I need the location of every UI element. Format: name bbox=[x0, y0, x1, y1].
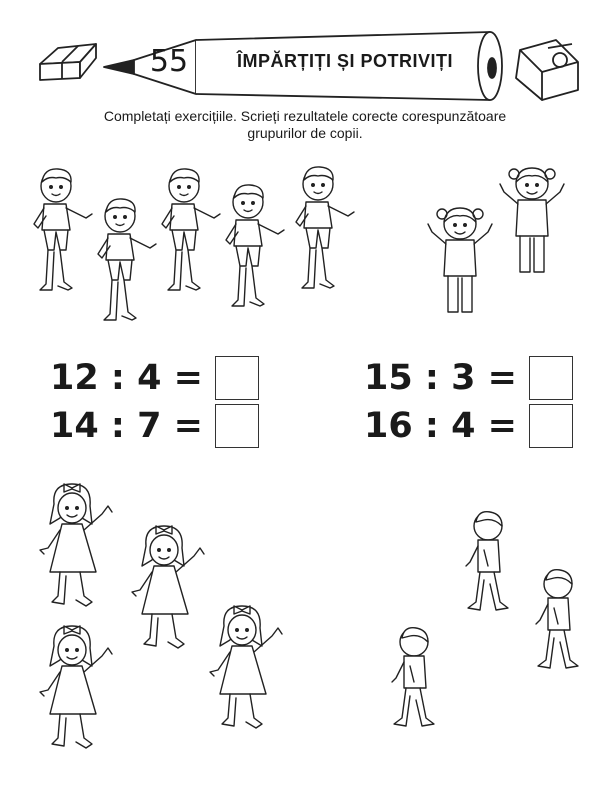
eraser-icon bbox=[40, 44, 96, 80]
instructions-line-2: grupurilor de copii. bbox=[247, 125, 363, 141]
answer-box-1[interactable] bbox=[215, 356, 259, 400]
exercise-row-1 bbox=[50, 356, 259, 400]
exercise-2-text: 14 : 7 = bbox=[50, 406, 203, 446]
group-bottom-left-girls bbox=[30, 474, 300, 764]
group-top-left-boys bbox=[28, 160, 378, 330]
page-number: 55 bbox=[149, 44, 189, 79]
exercise-1-text: 12 : 4 = bbox=[50, 358, 203, 398]
group-top-right-girls bbox=[422, 160, 572, 320]
group-bottom-right-boys bbox=[380, 506, 580, 756]
exercise-row-2 bbox=[50, 404, 259, 448]
exercise-4-text: 16 : 4 = bbox=[364, 406, 517, 446]
instructions bbox=[60, 108, 550, 142]
exercise-row-4 bbox=[364, 404, 573, 448]
instructions-line-1: Completați exercițiile. Scrieți rezultatele corecte corespunzătoare bbox=[103, 108, 507, 124]
answer-box-3[interactable] bbox=[529, 356, 573, 400]
page-title: ÎMPĂRȚIȚI ȘI POTRIVIȚI bbox=[236, 51, 453, 71]
exercise-3-text: 15 : 3 = bbox=[364, 358, 517, 398]
answer-box-4[interactable] bbox=[529, 404, 573, 448]
sharpener-icon bbox=[516, 40, 578, 100]
answer-box-2[interactable] bbox=[215, 404, 259, 448]
exercise-row-3 bbox=[364, 356, 573, 400]
